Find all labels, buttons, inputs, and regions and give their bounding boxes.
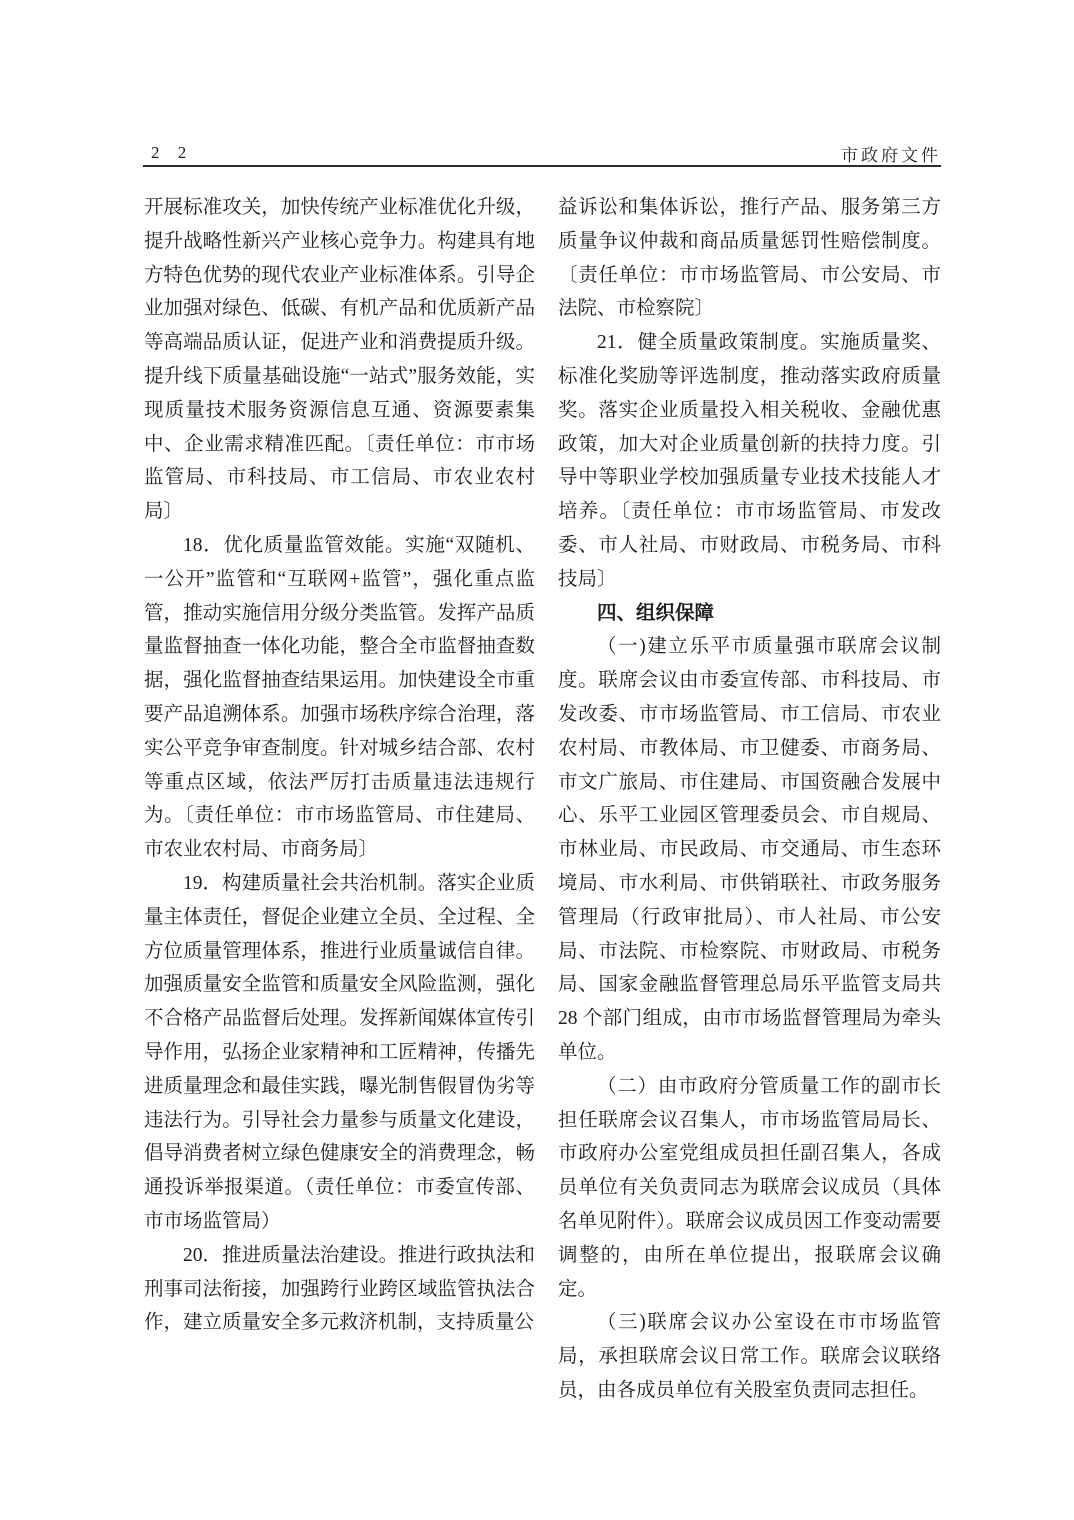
paragraph: （二）由市政府分管质量工作的副市长担任联席会议召集人，市市场监管局局长、市政府办公室党组成员担任副召集人，各成员单位有关负责同志为联席会议成员（具体名单见附件）。联席会议成员因工作变动需要调整的，由所在单位提出，报联席会议确定。 (558, 1075, 941, 1300)
paragraph: 益诉讼和集体诉讼，推行产品、服务第三方质量争议仲裁和商品质量惩罚性赔偿制度。〔责任单位：市市场监管局、市公安局、市法院、市检察院〕 (558, 197, 941, 320)
right-column (558, 191, 941, 1408)
section-heading: 四、组织保障 (597, 601, 715, 624)
paragraph: （一)建立乐平市质量强市联席会议制度。联席会议由市委宣传部、市科技局、市发改委、市市场监管局、市工信局、市农业农村局、市教体局、市卫健委、市商务局、市文广旅局、市住建局、市国资融合发展中心、乐平工业园区管理委员会、市自规局、市林业局、市民政局、市交通局、市生态环境局、市水利局、市供销联社、市政务服务管理局（行政审批局）、市人社局、市公安局、市法院、市检察院、市财政局、市税务局、国家金融监督管理总局乐平监管支局共 28 个部门组成，由市市场监督管理局为牵头单位。 (558, 636, 941, 1063)
header-title: 市政府文件 (841, 146, 941, 165)
paragraph: 开展标准攻关，加快传统产业标准优化升级，提升战略性新兴产业核心竞争力。构建具有地方特色优势的现代农业产业标准体系。引导企业加强对绿色、低碳、有机产品和优质新产品等高端品质认证，促进产业和消费提质升级。提升线下质量基础设施“一站式”服务效能，实现质量技术服务资源信息互通、资源要素集中、企业需求精准匹配。〔责任单位：市市场监管局、市科技局、市工信局、市农业农村局〕 (144, 197, 535, 523)
page-number: 2 2 (151, 143, 194, 162)
paragraph: 21．健全质量政策制度。实施质量奖、标准化奖励等评选制度，推动落实政府质量奖。落实企业质量投入相关税收、金融优惠政策，加大对企业质量创新的扶持力度。引导中等职业学校加强质量专业技术技能人才培养。〔责任单位：市市场监管局、市发改委、市人社局、市财政局、市税务局、市科技局〕 (558, 332, 941, 590)
paragraph: 20．推进质量法治建设。推进行政执法和刑事司法衔接，加强跨行业跨区域监管执法合作，建立质量安全多元救济机制，支持质量公 (144, 1244, 535, 1334)
paragraph: 18．优化质量监管效能。实施“双随机、一公开”监管和“互联网+监管”，强化重点监管，推动实施信用分级分类监管。发挥产品质量监督抽查一体化功能，整合全市监督抽查数据，强化监督抽查结果运用。加快建设全市重要产品追溯体系。加强市场秩序综合治理，落实公平竞争审查制度。针对城乡结合部、农村等重点区域，依法严厉打击质量违法违规行为。〔责任单位：市市场监管局、市住建局、市农业农村局、市商务局〕 (144, 534, 535, 861)
header-rule (143, 165, 941, 167)
paragraph: （三)联席会议办公室设在市市场监管局，承担联席会议日常工作。联席会议联络员，由各成员单位有关股室负责同志担任。 (558, 1312, 941, 1401)
left-column (144, 191, 535, 1340)
paragraph: 19．构建质量社会共治机制。落实企业质量主体责任，督促企业建立全员、全过程、全方位质量管理体系，推进行业质量诚信自律。加强质量安全监管和质量安全风险监测，强化不合格产品监督后处理。发挥新闻媒体宣传引导作用，弘扬企业家精神和工匠精神，传播先进质量理念和最佳实践，曝光制售假冒伪劣等违法行为。引导社会力量参与质量文化建设，倡导消费者树立绿色健康安全的消费理念，畅通投诉举报渠道。（责任单位：市委宣传部、市市场监管局） (144, 872, 535, 1232)
